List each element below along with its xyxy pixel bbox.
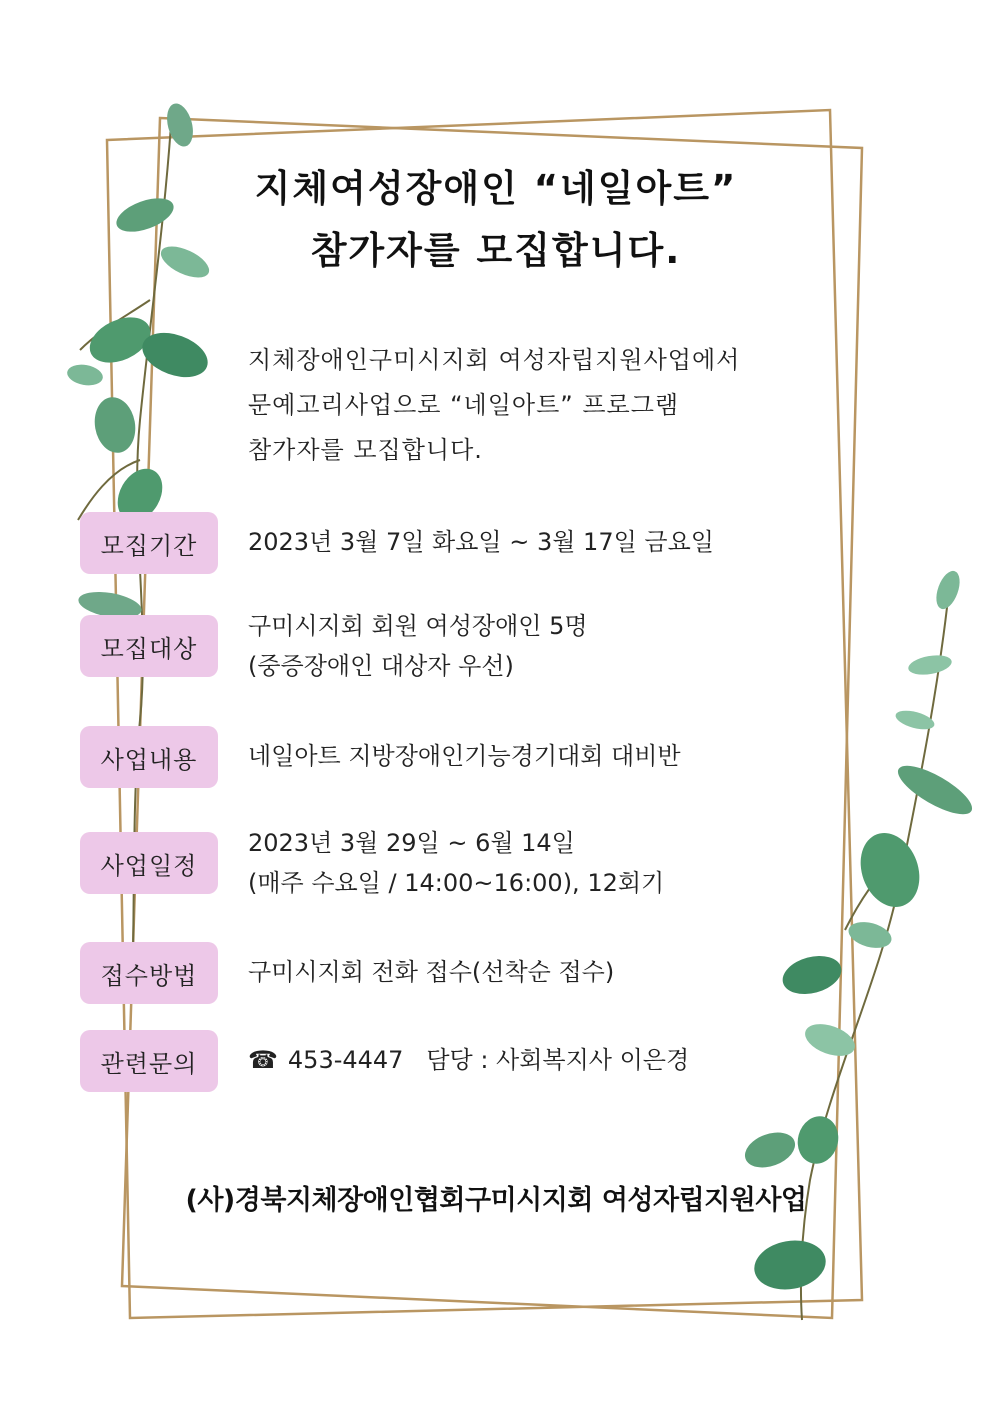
leaf-icon <box>894 707 937 733</box>
leaf-icon <box>90 394 139 456</box>
leaf-icon <box>851 825 930 916</box>
poster-title-line2: 참가자를 모집합니다. <box>310 229 682 272</box>
intro-line: 지체장애인구미시지회 여성자립지원사업에서 <box>248 346 741 374</box>
value-inquiry <box>248 1040 689 1080</box>
phone-icon: ☎ <box>248 1046 278 1074</box>
gold-frame <box>107 110 862 1318</box>
value-line: 2023년 3월 29일 ~ 6월 14일 <box>248 829 575 857</box>
leaf-icon <box>163 101 198 150</box>
leaf-icon <box>740 1126 800 1174</box>
value-line: 구미시지회 전화 접수(선착순 접수) <box>248 958 615 986</box>
value-program-schedule <box>248 823 664 903</box>
intro-line: 문예고리사업으로 “네일아트” 프로그램 <box>248 391 680 419</box>
value-line: (중증장애인 대상자 우선) <box>248 652 514 680</box>
inquiry-contact: 453-4447 담당 : 사회복지사 이은경 <box>287 1046 690 1074</box>
label-recruit-period: 모집기간 <box>80 512 218 574</box>
value-line: 네일아트 지방장애인기능경기대회 대비반 <box>248 742 681 770</box>
intro-line: 참가자를 모집합니다. <box>248 436 483 464</box>
label-program-schedule: 사업일정 <box>80 832 218 894</box>
leaf-icon <box>907 652 953 677</box>
intro-paragraph <box>248 338 740 473</box>
leaf-icon <box>932 568 964 612</box>
value-application-method <box>248 952 614 992</box>
organization-footer: (사)경북지체장애인협회구미시지회 여성자립지원사업 <box>185 1185 807 1216</box>
value-line: (매주 수요일 / 14:00~16:00), 12회기 <box>248 869 665 897</box>
value-recruit-period <box>248 522 714 562</box>
leaf-icon <box>750 1235 829 1295</box>
poster-title-line1: 지체여성장애인 “네일아트” <box>254 167 738 210</box>
value-line: 2023년 3월 7일 화요일 ~ 3월 17일 금요일 <box>248 528 714 556</box>
leaf-icon <box>892 757 979 823</box>
label-recruit-target: 모집대상 <box>80 615 218 677</box>
leaf-icon <box>66 362 105 388</box>
label-inquiry: 관련문의 <box>80 1030 218 1092</box>
leaf-icon <box>801 1018 859 1062</box>
label-application-method: 접수방법 <box>80 942 218 1004</box>
value-recruit-target <box>248 606 588 686</box>
label-program-content: 사업내용 <box>80 726 218 788</box>
value-program-content <box>248 736 681 776</box>
leaf-icon <box>778 950 845 1000</box>
value-line: 구미시지회 회원 여성장애인 5명 <box>248 612 588 640</box>
